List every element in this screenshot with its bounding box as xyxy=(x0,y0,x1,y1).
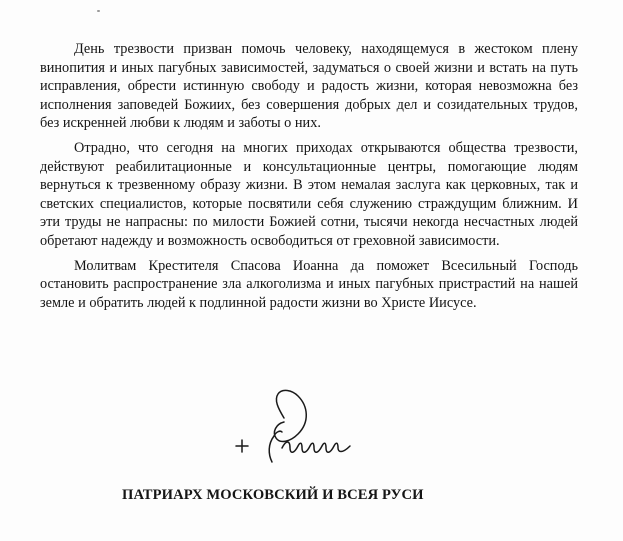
paragraph-3: Молитвам Крестителя Спасова Иоанна да поможет Всесильный Господь остановить распространение зла алкоголизма и иных пагубных пристрастий на нашей земле и обратить людей к подлинной радости жизни во Христе Иисусе. xyxy=(40,257,578,311)
signatory-title: ПАТРИАРХ МОСКОВСКИЙ И ВСЕЯ РУСИ xyxy=(122,487,424,503)
signature-tail xyxy=(282,442,350,452)
handwritten-signature xyxy=(228,388,368,468)
signature-flourish xyxy=(274,390,306,441)
paragraph-1: День трезвости призван помочь человеку, находящемуся в жестоком плену винопития и иных пагубных зависимостей, задуматься о своей жизни и встать на путь исправления, обрести истинную свободу и радость жизни, которая невозможна без исполнения заповедей Божиих, без совершения добрых дел и созидательных трудов, без искренней любви к людям и заботы о них. xyxy=(40,41,578,132)
paper-speck xyxy=(97,10,100,12)
signature-drawing xyxy=(228,388,368,468)
paragraph-2: Отрадно, что сегодня на многих приходах открываются общества трезвости, действуют реабилитационные и консультационные центры, помогающие людям вернуться к трезвенному образу жизни. В этом немалая заслуга как церковных, так и светских специалистов, которые посвятили себя служению страждущим ближним. И эти труды не напрасны: по милости Божией сотни, тысячи некогда несчастных людей обретают надежду и возможность освободиться от греховной зависимости. xyxy=(40,139,578,249)
letter-body xyxy=(40,40,578,318)
